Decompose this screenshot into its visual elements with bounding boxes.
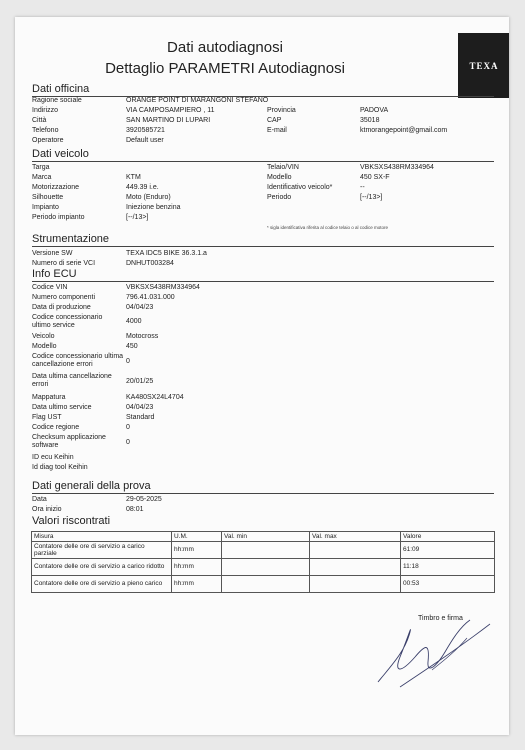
veicolo-value: 450 SX-F — [360, 174, 390, 181]
column-header: Val. max — [310, 532, 401, 542]
ecu-value: 796.41.031.000 — [126, 294, 175, 301]
officina-label: E-mail — [267, 127, 287, 134]
ecu-value: Motocross — [126, 333, 159, 340]
officina-value: VIA CAMPOSAMPIERO , 11 — [126, 107, 215, 114]
veicolo-label: Telaio/VIN — [267, 164, 299, 171]
ecu-value: 04/04/23 — [126, 404, 154, 411]
cell-max — [310, 559, 401, 576]
section-veicolo-title: Dati veicolo — [32, 148, 494, 162]
ecu-label: Codice concessionario ultima cancellazione errori — [32, 353, 124, 368]
cell-um: hh:mm — [172, 576, 222, 593]
officina-value: Default user — [126, 137, 164, 144]
ecu-value: 4000 — [126, 318, 142, 325]
cell-max — [310, 542, 401, 559]
section-prova-title: Dati generali della prova — [32, 480, 494, 494]
veicolo-label: Identificativo veicolo* — [267, 184, 333, 191]
veicolo-label: Motorizzazione — [32, 184, 80, 191]
section-officina-title: Dati officina — [32, 83, 494, 97]
strumentazione-value: TEXA IDC5 BIKE 36.3.1.a — [126, 250, 207, 257]
officina-label: Operatore — [32, 137, 64, 144]
officina-label: Ragione sociale — [32, 97, 82, 104]
column-header: Misura — [32, 532, 172, 542]
cell-min — [222, 559, 310, 576]
officina-value: ktmorangepoint@gmail.com — [360, 127, 448, 134]
cell-um: hh:mm — [172, 559, 222, 576]
veicolo-value: -- — [360, 184, 365, 191]
veicolo-value: [--/13>] — [126, 214, 149, 221]
officina-label: Città — [32, 117, 47, 124]
veicolo-value: KTM — [126, 174, 141, 181]
ecu-label: Codice VIN — [32, 284, 68, 291]
ecu-label: Checksum applicazione software — [32, 434, 106, 449]
ecu-label: Id diag tool Keihin — [32, 464, 88, 471]
column-header: Valore — [401, 532, 495, 542]
officina-label: Telefono — [32, 127, 59, 134]
officina-value: PADOVA — [360, 107, 389, 114]
officina-label: CAP — [267, 117, 282, 124]
document-page — [15, 17, 509, 735]
ecu-label: Codice concessionario ultimo service — [32, 314, 103, 329]
ecu-label: Data di produzione — [32, 304, 91, 311]
cell-valore: 11:18 — [401, 559, 495, 576]
valori-table — [31, 531, 495, 593]
cell-valore: 61:09 — [401, 542, 495, 559]
ecu-label: Data ultima cancellazione errori — [32, 373, 112, 388]
cell-max — [310, 576, 401, 593]
veicolo-label: Periodo impianto — [32, 214, 85, 221]
officina-value: SAN MARTINO DI LUPARI — [126, 117, 211, 124]
ecu-label: Data ultimo service — [32, 404, 92, 411]
ecu-value: KA480SX24L4704 — [126, 394, 184, 401]
ecu-label: Numero componenti — [32, 294, 96, 301]
table-row — [32, 559, 495, 576]
ecu-label: Codice regione — [32, 424, 80, 431]
ecu-value: VBKSXS438RM334964 — [126, 284, 200, 291]
veicolo-value: Moto (Enduro) — [126, 194, 171, 201]
strumentazione-label: Numero di serie VCI — [32, 260, 96, 267]
ecu-value: Standard — [126, 414, 155, 421]
veicolo-label: Targa — [32, 164, 50, 171]
cell-misura: Contatore delle ore di servizio a pieno carico — [32, 576, 172, 593]
ecu-value: 0 — [126, 424, 130, 431]
strumentazione-label: Versione SW — [32, 250, 73, 257]
ecu-value: 0 — [126, 439, 130, 446]
prova-value: 08:01 — [126, 506, 144, 513]
veicolo-value: [--/13>] — [360, 194, 383, 201]
section-valori-title: Valori riscontrati — [32, 515, 111, 527]
ecu-label: Modello — [32, 343, 57, 350]
section-ecu-title: Info ECU — [32, 268, 494, 282]
veicolo-value: VBKSXS438RM334964 — [360, 164, 434, 171]
ecu-label: Mappatura — [32, 394, 66, 401]
veicolo-label: Silhouette — [32, 194, 64, 201]
texa-logo: TEXA — [458, 33, 509, 98]
document-title: Dati autodiagnosi — [167, 39, 283, 56]
cell-min — [222, 542, 310, 559]
table-row — [32, 576, 495, 593]
officina-value: ORANGE POINT DI MARANGONI STEFANO — [126, 97, 269, 104]
table-header-row — [32, 532, 495, 542]
ecu-value: 20/01/25 — [126, 378, 154, 385]
officina-label: Provincia — [267, 107, 296, 114]
ecu-value: 04/04/23 — [126, 304, 154, 311]
document-subtitle: Dettaglio PARAMETRI Autodiagnosi — [105, 60, 345, 77]
veicolo-footnote: * sigla identificativa riferita al codice telaio o al codice motore — [267, 225, 389, 230]
ecu-value: 0 — [126, 358, 130, 365]
cell-um: hh:mm — [172, 542, 222, 559]
table-row — [32, 542, 495, 559]
officina-value: 3920585721 — [126, 127, 165, 134]
ecu-label: Flag UST — [32, 414, 62, 421]
ecu-label: ID ecu Keihin — [32, 454, 74, 461]
officina-label: Indirizzo — [32, 107, 59, 114]
cell-misura: Contatore delle ore di servizio a carico parziale — [32, 542, 172, 559]
veicolo-value: Iniezione benzina — [126, 204, 181, 211]
veicolo-label: Periodo — [267, 194, 292, 201]
handwritten-signature — [370, 612, 500, 692]
veicolo-label: Modello — [267, 174, 292, 181]
ecu-label: Veicolo — [32, 333, 55, 340]
officina-value: 35018 — [360, 117, 380, 124]
column-header: U.M. — [172, 532, 222, 542]
cell-valore: 00:53 — [401, 576, 495, 593]
prova-label: Data — [32, 496, 47, 503]
section-strumentazione-title: Strumentazione — [32, 233, 494, 247]
signature-label: Timbro e firma — [418, 615, 463, 622]
strumentazione-value: DNHUT003284 — [126, 260, 174, 267]
cell-min — [222, 576, 310, 593]
column-header: Val. min — [222, 532, 310, 542]
prova-value: 29-05-2025 — [126, 496, 162, 503]
prova-label: Ora inizio — [32, 506, 62, 513]
cell-misura: Contatore delle ore di servizio a carico ridotto — [32, 559, 172, 576]
ecu-value: 450 — [126, 343, 138, 350]
veicolo-value: 449.39 i.e. — [126, 184, 159, 191]
veicolo-label: Marca — [32, 174, 52, 181]
veicolo-label: Impianto — [32, 204, 59, 211]
